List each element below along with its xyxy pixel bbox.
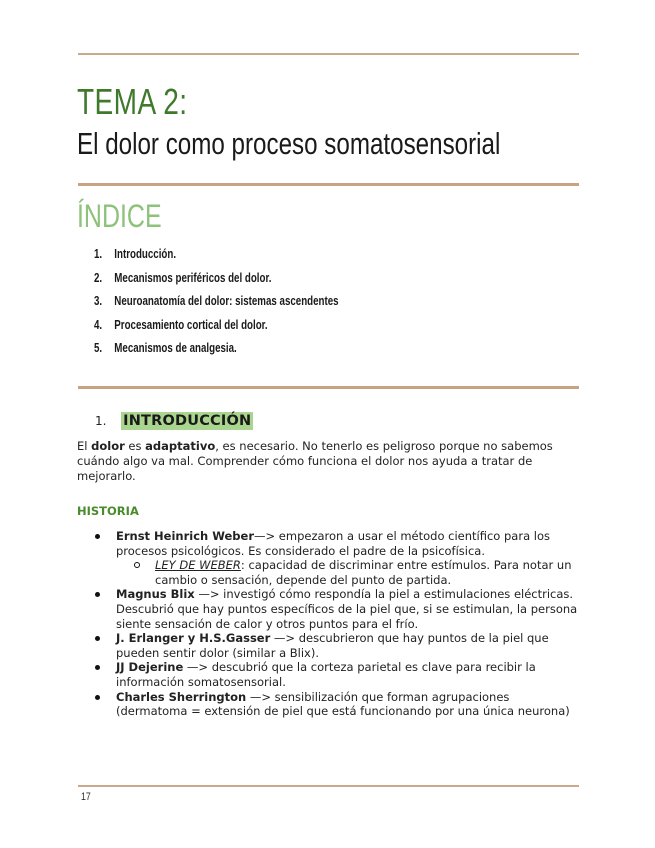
title-rule (78, 183, 579, 186)
topic-number: TEMA 2: (77, 81, 188, 122)
toc-item: 5. Mecanismos de analgesia. (94, 341, 237, 355)
toc-item: 4. Procesamiento cortical del dolor. (94, 317, 268, 332)
intro-paragraph: El dolor es adaptativo, es necesario. No tenerlo es peligroso porque no sabemos cuándo algo va mal. Comprender cómo funciona el dolor nos ayuda a tratar de mejorarlo. (77, 439, 553, 483)
bullet-icon (95, 636, 100, 641)
list-item: Charles Sherrington —> sensibilización que forman agrupaciones (dermatoma = extensión de piel que está funcionando por una única neurona) (77, 690, 582, 719)
bullet-icon (95, 534, 100, 539)
page-number: 17 (81, 791, 91, 803)
list-item: JJ Dejerine —> descubrió que la corteza parietal es clave para recibir la información somatosensorial. (77, 660, 582, 689)
list-item: Ernst Heinrich Weber—> empezaron a usar el método científico para los procesos psicológicos. Es considerado el padre de la psicofísica. LEY DE WEBER: capacidad de discriminar entre estímulos. Para notar un cambio o sensación, depende del punto de partida. (77, 529, 582, 587)
list-item: Magnus Blix —> investigó cómo respondía la piel a estimulaciones eléctricas. Descubrió que hay puntos específicos de la piel que, si se estimulan, la persona siente sensación de calor y otros puntos para el frío. (77, 587, 582, 631)
toc-item: 3. Neuroanatomía del dolor: sistemas ascendentes (94, 294, 339, 308)
toc-item: 1. Introducción. (94, 247, 177, 261)
sub-list (116, 558, 582, 587)
toc-item: 2. Mecanismos periféricos del dolor. (94, 270, 272, 285)
circle-bullet-icon (134, 562, 140, 568)
bullet-icon (95, 592, 100, 597)
historia-heading: HISTORIA (77, 504, 139, 518)
footer-rule (78, 785, 579, 787)
section-title: INTRODUCCIÓN (123, 413, 252, 429)
page-title: El dolor como proceso somatosensorial (77, 126, 501, 161)
index-rule (78, 386, 579, 389)
bullet-icon (95, 665, 100, 670)
list-item: J. Erlanger y H.S.Gasser —> descubrieron que hay puntos de la piel que pueden sentir dolor (similar a Blix). (77, 631, 582, 660)
section-heading (95, 410, 253, 429)
index-heading: ÍNDICE (77, 198, 162, 234)
section-number: 1. (95, 414, 107, 428)
table-of-contents (94, 247, 408, 365)
sub-list-item: LEY DE WEBER: capacidad de discriminar entre estímulos. Para notar un cambio o sensación, depende del punto de partida. (116, 558, 582, 587)
top-rule (78, 53, 579, 55)
bullet-icon (95, 695, 100, 700)
history-list (77, 529, 582, 719)
